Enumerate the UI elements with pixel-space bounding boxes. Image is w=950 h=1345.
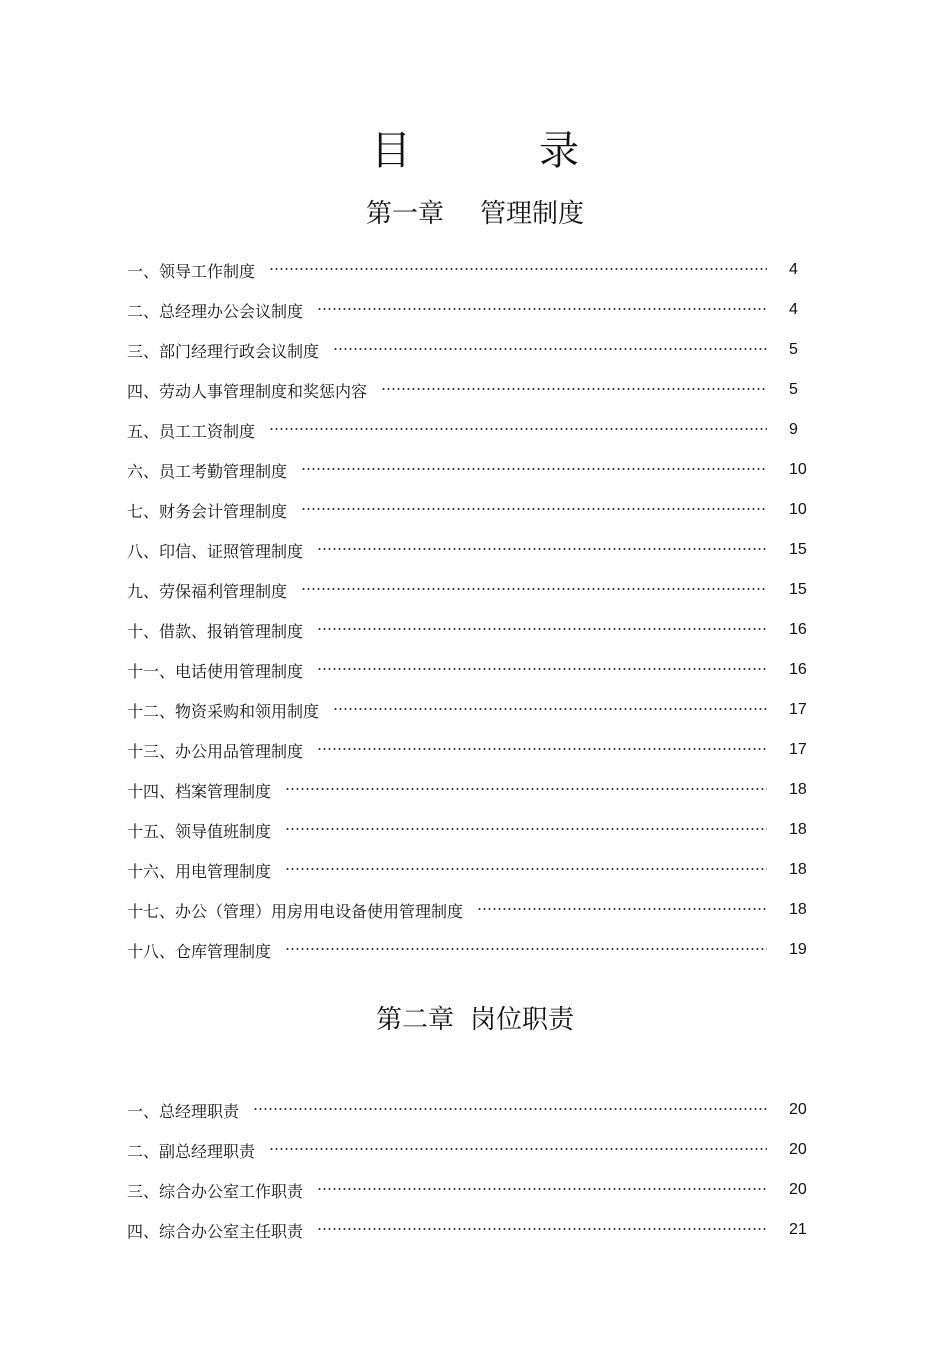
toc-entry-label: 十二、物资采购和领用制度: [127, 701, 320, 721]
toc-entry-page-number: 20: [789, 1101, 807, 1118]
toc-entry-label: 十六、用电管理制度: [127, 861, 272, 881]
toc-entry-label: 五、员工工资制度: [127, 421, 256, 441]
toc-entry-label: 十一、电话使用管理制度: [127, 661, 304, 681]
toc-entry[interactable]: [127, 610, 827, 650]
toc-entry[interactable]: [127, 490, 827, 530]
toc-entry-label: 二、副总经理职责: [127, 1141, 256, 1161]
dot-leader: [317, 628, 767, 630]
page-title: 目 录: [371, 128, 623, 174]
toc-entry-page-number: 20: [789, 1141, 807, 1158]
chapter-number: 第二章: [375, 1005, 454, 1035]
toc-entry[interactable]: [127, 370, 827, 410]
toc-entry-label: 七、财务会计管理制度: [127, 501, 288, 521]
dot-leader: [333, 708, 767, 710]
toc-entry-label: 十四、档案管理制度: [127, 781, 272, 801]
toc-entry-page-number: 4: [789, 261, 798, 278]
toc-entry-page-number: 18: [789, 781, 807, 798]
toc-entry-page-number: 15: [789, 581, 807, 598]
toc-entry[interactable]: [127, 810, 827, 850]
toc-entry-label: 三、综合办公室工作职责: [127, 1181, 304, 1201]
toc-entry-page-number: 17: [789, 741, 807, 758]
toc-entry-label: 四、综合办公室主任职责: [127, 1221, 304, 1241]
toc-entry-label: 一、领导工作制度: [127, 261, 256, 281]
toc-entry[interactable]: [127, 410, 827, 450]
toc-entry-page-number: 19: [789, 941, 807, 958]
toc-entry-page-number: 5: [789, 341, 798, 358]
toc-entry[interactable]: [127, 690, 827, 730]
dot-leader: [253, 1108, 767, 1110]
dot-leader: [317, 1228, 767, 1230]
toc-list-chapter-2: [127, 1090, 827, 1250]
dot-leader: [477, 908, 767, 910]
toc-entry-page-number: 4: [789, 301, 798, 318]
toc-entry[interactable]: [127, 1130, 827, 1170]
dot-leader: [285, 788, 767, 790]
toc-entry-page-number: 10: [789, 461, 807, 478]
toc-entry-label: 十八、仓库管理制度: [127, 941, 272, 961]
toc-entry[interactable]: [127, 530, 827, 570]
toc-entry[interactable]: [127, 770, 827, 810]
toc-entry[interactable]: [127, 730, 827, 770]
dot-leader: [301, 588, 767, 590]
toc-entry-page-number: 18: [789, 861, 807, 878]
toc-entry[interactable]: [127, 330, 827, 370]
toc-entry-page-number: 17: [789, 701, 807, 718]
toc-entry-page-number: 15: [789, 541, 807, 558]
dot-leader: [269, 268, 767, 270]
toc-entry-label: 十五、领导值班制度: [127, 821, 272, 841]
toc-entry[interactable]: [127, 1210, 827, 1250]
toc-entry-label: 八、印信、证照管理制度: [127, 541, 304, 561]
dot-leader: [269, 428, 767, 430]
toc-entry-label: 一、总经理职责: [127, 1101, 240, 1121]
toc-entry[interactable]: [127, 250, 827, 290]
toc-entry-page-number: 21: [789, 1221, 807, 1238]
toc-list-chapter-1: [127, 250, 827, 970]
dot-leader: [317, 1188, 767, 1190]
toc-entry-page-number: 16: [789, 621, 807, 638]
chapter-number: 第一章: [365, 199, 444, 229]
toc-entry-page-number: 5: [789, 381, 798, 398]
dot-leader: [333, 348, 767, 350]
toc-entry-page-number: 10: [789, 501, 807, 518]
toc-entry-label: 三、部门经理行政会议制度: [127, 341, 320, 361]
dot-leader: [317, 748, 767, 750]
toc-entry[interactable]: [127, 930, 827, 970]
toc-entry-label: 四、劳动人事管理制度和奖惩内容: [127, 381, 368, 401]
chapter-heading: [0, 197, 950, 231]
toc-entry[interactable]: [127, 850, 827, 890]
toc-entry[interactable]: [127, 650, 827, 690]
toc-entry[interactable]: [127, 290, 827, 330]
dot-leader: [301, 508, 767, 510]
toc-entry-page-number: 18: [789, 901, 807, 918]
toc-entry[interactable]: [127, 1090, 827, 1130]
dot-leader: [317, 548, 767, 550]
toc-entry[interactable]: [127, 1170, 827, 1210]
toc-entry[interactable]: [127, 450, 827, 490]
dot-leader: [285, 828, 767, 830]
toc-entry-page-number: 16: [789, 661, 807, 678]
toc-entry[interactable]: [127, 890, 827, 930]
toc-entry[interactable]: [127, 570, 827, 610]
dot-leader: [381, 388, 767, 390]
toc-entry-label: 六、员工考勤管理制度: [127, 461, 288, 481]
toc-entry-label: 十三、办公用品管理制度: [127, 741, 304, 761]
toc-entry-page-number: 18: [789, 821, 807, 838]
toc-entry-page-number: 20: [789, 1181, 807, 1198]
toc-entry-label: 十七、办公（管理）用房用电设备使用管理制度: [127, 901, 464, 921]
dot-leader: [269, 1148, 767, 1150]
chapter-heading: [0, 1003, 950, 1037]
toc-entry-page-number: 9: [789, 421, 798, 438]
chapter-title: 管理制度: [480, 199, 585, 229]
dot-leader: [301, 468, 767, 470]
dot-leader: [317, 668, 767, 670]
dot-leader: [285, 868, 767, 870]
chapter-title: 岗位职责: [470, 1005, 575, 1035]
toc-entry-label: 九、劳保福利管理制度: [127, 581, 288, 601]
toc-entry-label: 十、借款、报销管理制度: [127, 621, 304, 641]
toc-entry-label: 二、总经理办公会议制度: [127, 301, 304, 321]
dot-leader: [317, 308, 767, 310]
dot-leader: [285, 948, 767, 950]
